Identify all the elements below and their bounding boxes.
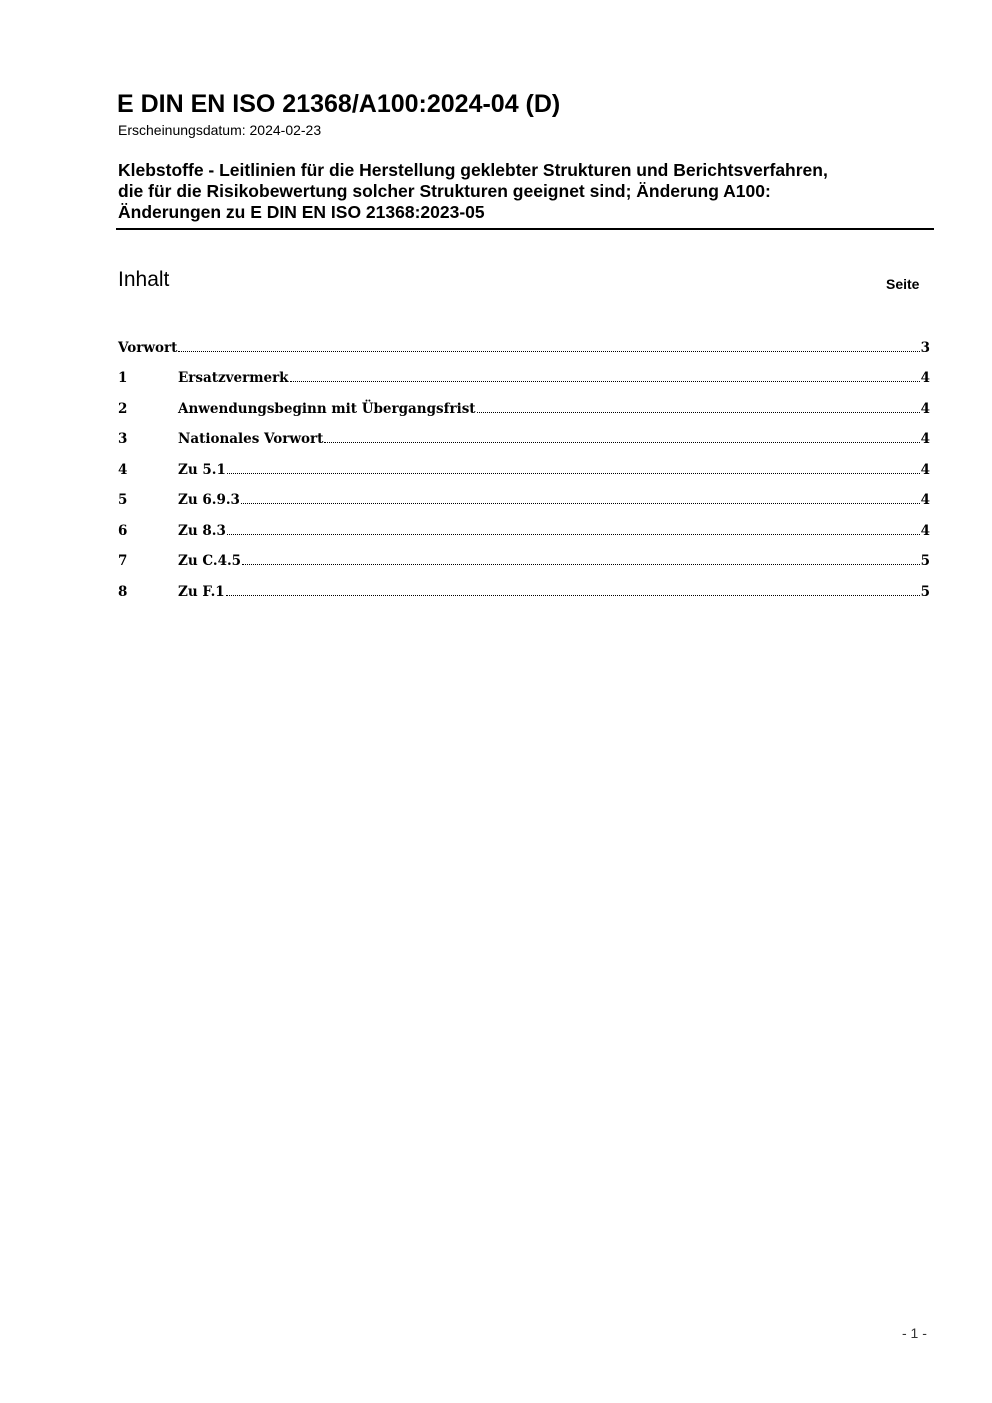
- document-id: E DIN EN ISO 21368/A100:2024-04 (D): [117, 90, 561, 118]
- publication-date: Erscheinungsdatum: 2024-02-23: [118, 122, 322, 138]
- toc-entry-page: 4: [920, 431, 930, 447]
- toc-entry-title: Zu F.1: [178, 583, 225, 600]
- toc-entry-2[interactable]: [118, 386, 930, 417]
- toc-entry-6[interactable]: [118, 508, 930, 539]
- toc-entry-number: 1: [118, 370, 128, 386]
- toc-entry-8[interactable]: [118, 569, 930, 600]
- toc-dot-leader: [226, 595, 920, 596]
- toc-entry-number: 3: [118, 431, 128, 447]
- toc-entry-page: 4: [920, 400, 930, 417]
- document-title: [118, 160, 936, 223]
- toc-page-label: Seite: [886, 276, 920, 292]
- toc-dot-leader: [324, 442, 919, 443]
- toc-entry-page: 5: [920, 553, 930, 569]
- toc-entry-5[interactable]: [118, 478, 930, 509]
- toc-entry-title: Zu 5.1: [178, 461, 226, 478]
- toc-entry-number: 4: [118, 461, 128, 478]
- toc-entry-title: Anwendungsbeginn mit Übergangsfrist: [178, 400, 476, 417]
- toc-entry-number: 2: [118, 400, 128, 417]
- toc-entry-vorwort[interactable]: [118, 325, 930, 356]
- toc-entry-title: Zu 8.3: [178, 522, 226, 539]
- toc-entry-title: Zu C.4.5: [178, 553, 242, 569]
- toc-dot-leader: [477, 412, 920, 413]
- toc-dot-leader: [227, 473, 920, 474]
- toc-entry-title: Zu 6.9.3: [178, 492, 240, 508]
- toc-entry-title: Nationales Vorwort: [178, 431, 324, 447]
- title-divider: [116, 228, 934, 230]
- toc-entry-title: Vorwort: [118, 339, 178, 356]
- toc-dot-leader: [227, 534, 920, 535]
- toc-heading: Inhalt: [118, 268, 170, 291]
- toc-entry-title: Ersatzvermerk: [178, 370, 289, 386]
- toc-entry-number: 6: [118, 522, 128, 539]
- toc-entry-page: 4: [920, 461, 930, 478]
- toc-entry-3[interactable]: [118, 417, 930, 448]
- document-title-line: Klebstoffe - Leitlinien für die Herstellung geklebter Strukturen und Berichtsverfahren,: [118, 160, 828, 180]
- toc-entry-4[interactable]: [118, 447, 930, 478]
- page-number: - 1 -: [902, 1325, 927, 1341]
- toc-entry-number: 7: [118, 553, 128, 569]
- document-title-line: die für die Risikobewertung solcher Strukturen geeignet sind; Änderung A100:: [118, 181, 771, 201]
- toc-dot-leader: [241, 503, 920, 504]
- toc-entry-7[interactable]: [118, 539, 930, 570]
- toc-entry-page: 4: [920, 370, 930, 386]
- table-of-contents: [118, 325, 930, 600]
- document-title-line: Änderungen zu E DIN EN ISO 21368:2023-05: [118, 202, 485, 222]
- toc-entry-number: 5: [118, 492, 128, 508]
- toc-dot-leader: [242, 564, 920, 565]
- toc-entry-1[interactable]: [118, 356, 930, 387]
- toc-entry-page: 5: [920, 583, 930, 600]
- toc-entry-number: 8: [118, 583, 128, 600]
- toc-dot-leader: [290, 381, 920, 382]
- toc-entry-page: 4: [920, 492, 930, 508]
- toc-entry-page: 4: [920, 522, 930, 539]
- toc-dot-leader: [178, 351, 919, 352]
- toc-entry-page: 3: [920, 339, 930, 356]
